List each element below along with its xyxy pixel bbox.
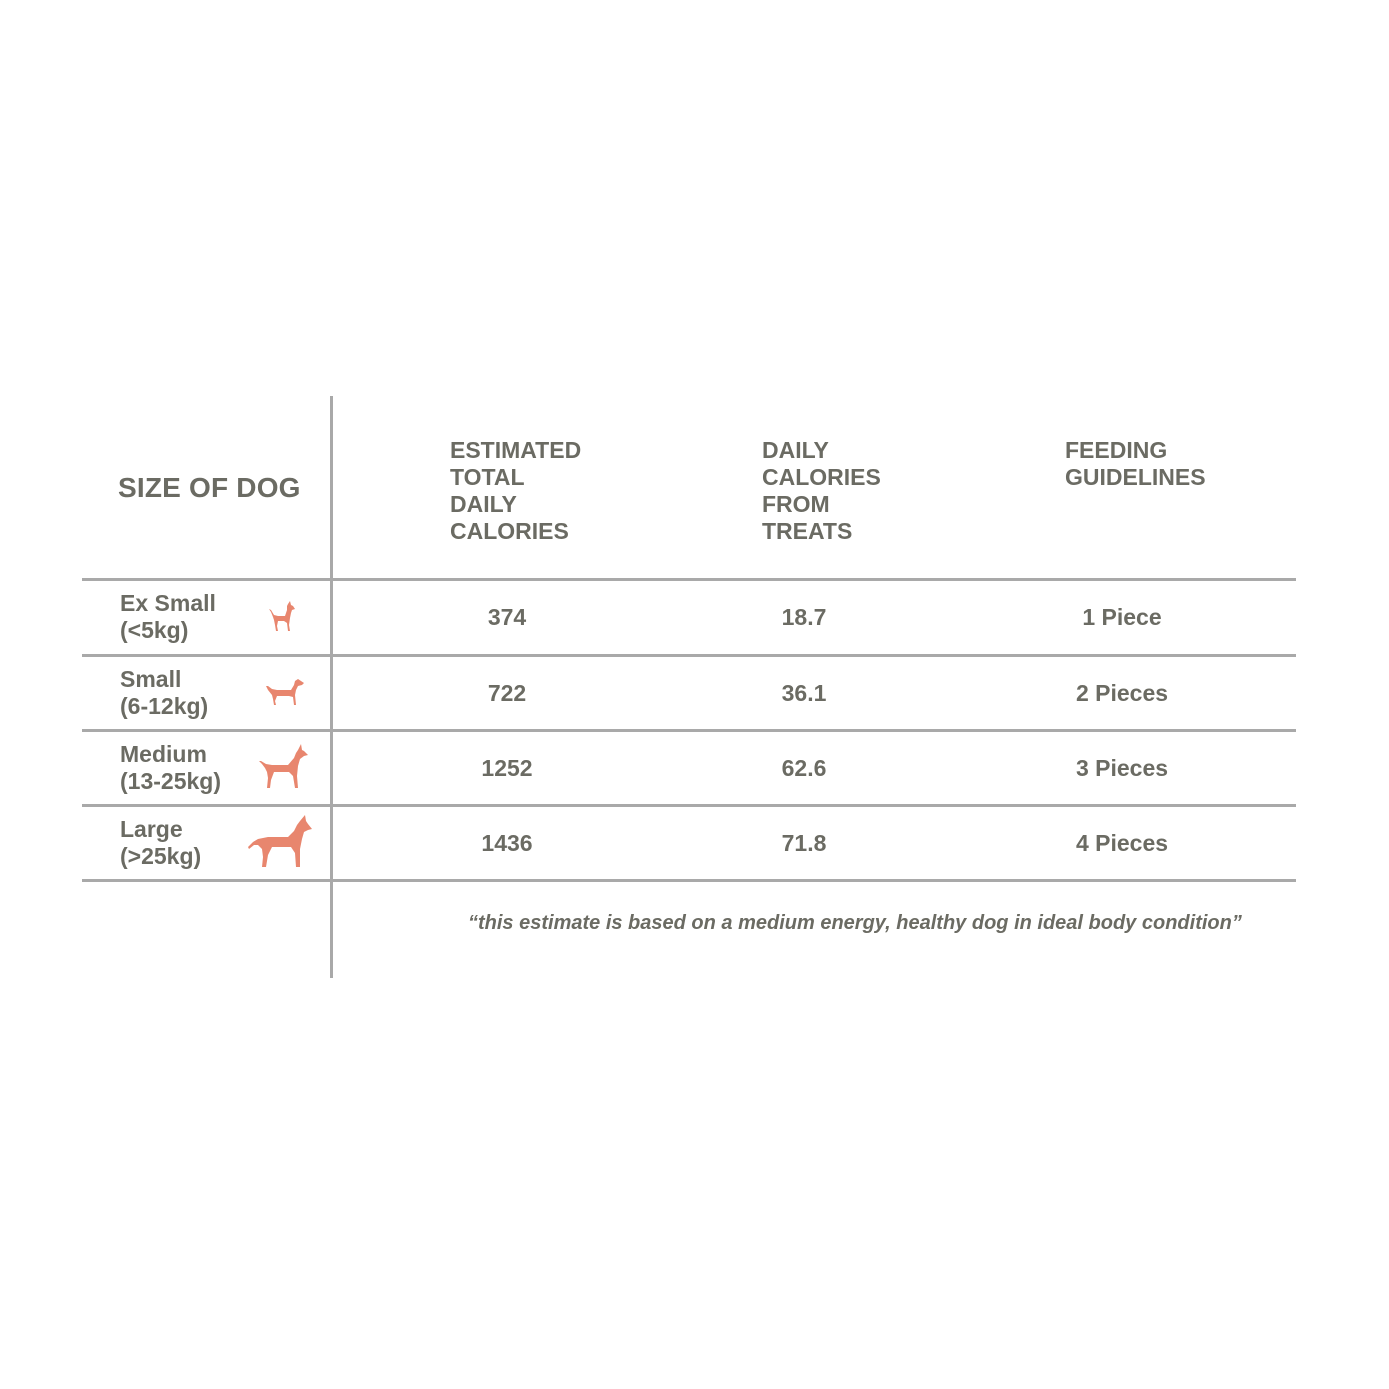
row-divider: [82, 879, 1296, 882]
table-row-medium: [82, 732, 1296, 804]
dog-size-label: [120, 666, 208, 720]
medium-dog-icon: [258, 744, 310, 792]
dog-size-name: Large: [120, 816, 183, 842]
calories-cell: 374: [487, 604, 527, 630]
heading-line: ESTIMATED: [450, 437, 582, 463]
heading-line: DAILY: [762, 437, 829, 463]
estimate-footnote: “this estimate is based on a medium energy, healthy dog in ideal body condition”: [468, 912, 1242, 934]
estimated-calories-heading: [450, 437, 581, 545]
large-dog-icon: [248, 815, 314, 871]
treat-calories-cell: 18.7: [781, 604, 827, 630]
dog-weight-range: (13-25kg): [120, 768, 221, 794]
dog-size-name: Small: [120, 666, 182, 692]
guideline-cell: 1 Piece: [1082, 604, 1162, 630]
heading-line: CALORIES: [450, 518, 569, 544]
feeding-guidelines-heading: [1065, 437, 1206, 491]
extra-small-dog-icon: [268, 601, 298, 633]
calories-cell: 1252: [481, 755, 533, 781]
calories-cell: 722: [487, 680, 527, 706]
size-of-dog-heading: SIZE OF DOG: [118, 472, 301, 503]
dog-size-name: Medium: [120, 741, 207, 767]
treat-calories-heading: [762, 437, 881, 545]
heading-line: GUIDELINES: [1065, 464, 1206, 490]
guideline-cell: 2 Pieces: [1075, 680, 1169, 706]
table-row-ex-small: [82, 581, 1296, 653]
guideline-cell: 3 Pieces: [1075, 755, 1169, 781]
heading-line: DAILY: [450, 491, 517, 517]
heading-line: FROM: [762, 491, 830, 517]
table-row-small: [82, 657, 1296, 729]
dog-size-name: Ex Small: [120, 590, 216, 616]
dog-weight-range: (<5kg): [120, 617, 189, 643]
heading-line: CALORIES: [762, 464, 881, 490]
treat-calories-cell: 36.1: [781, 680, 827, 706]
heading-line: FEEDING: [1065, 437, 1168, 463]
dog-size-label: [120, 741, 221, 795]
heading-line: TREATS: [762, 518, 853, 544]
dog-size-label: [120, 816, 201, 870]
small-dog-icon: [265, 677, 305, 709]
table-row-large: [82, 807, 1296, 879]
calories-cell: 1436: [481, 830, 533, 856]
dog-weight-range: (6-12kg): [120, 693, 209, 719]
dog-weight-range: (>25kg): [120, 843, 202, 869]
heading-line: TOTAL: [450, 464, 525, 490]
treat-calories-cell: 62.6: [781, 755, 827, 781]
treat-calories-cell: 71.8: [781, 830, 827, 856]
dog-size-label: [120, 590, 216, 644]
guideline-cell: 4 Pieces: [1075, 830, 1169, 856]
